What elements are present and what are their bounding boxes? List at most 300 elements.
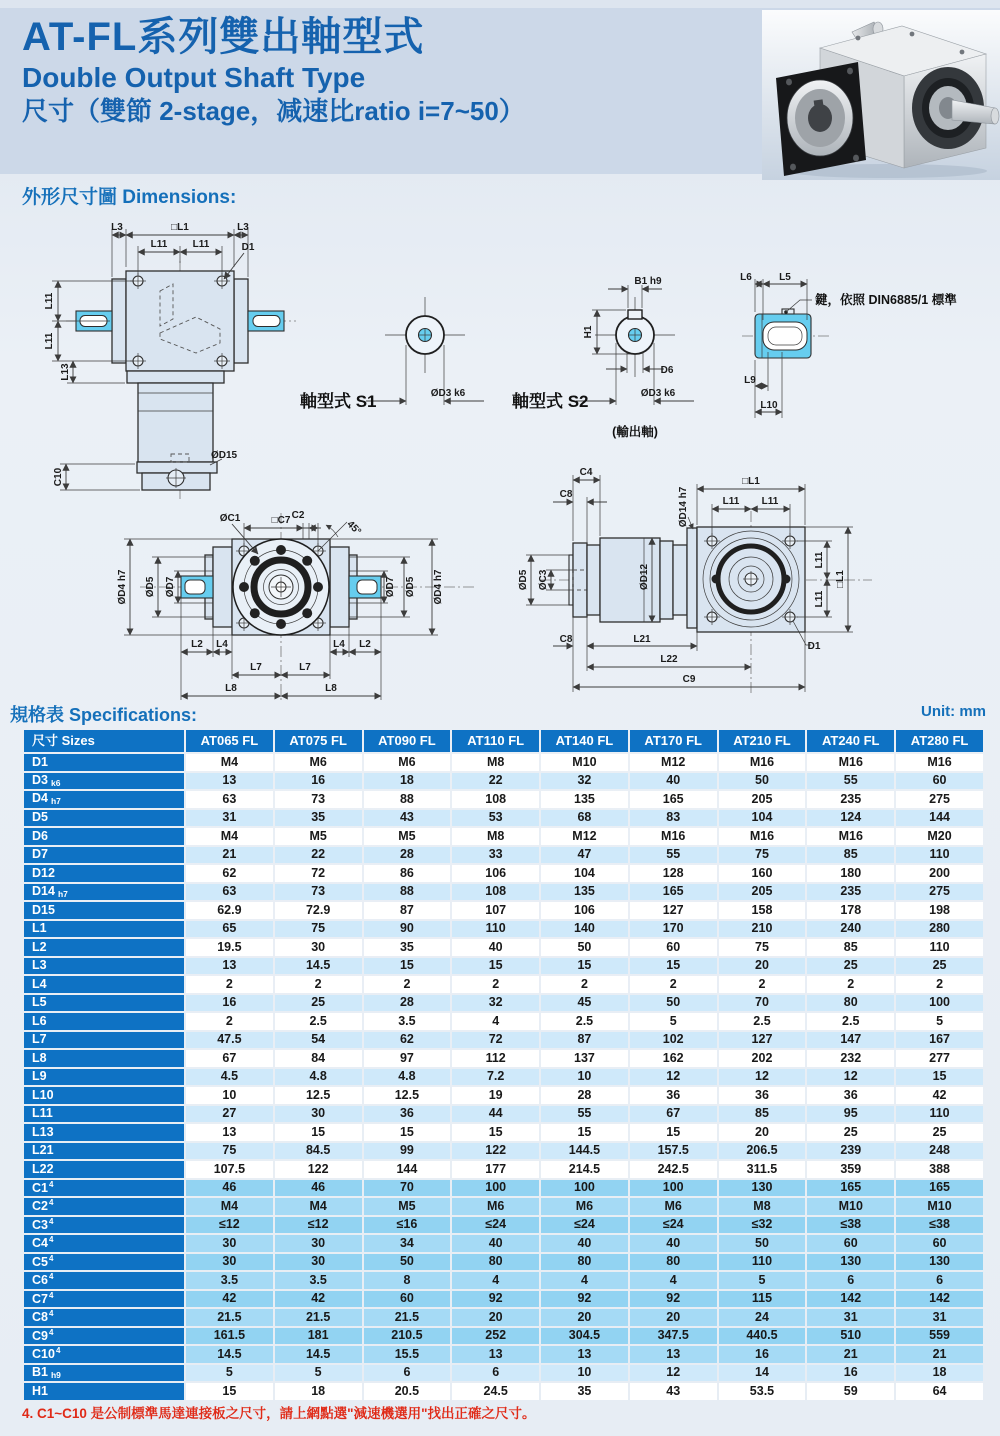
spec-value: 135 <box>541 791 628 808</box>
spec-value: 36 <box>719 1087 806 1104</box>
spec-value: 12.5 <box>364 1087 451 1104</box>
spec-value: 210.5 <box>364 1328 451 1345</box>
dim-label: L3 <box>237 222 249 233</box>
spec-value: 25 <box>807 1124 894 1141</box>
table-row <box>24 1328 983 1345</box>
spec-value: 165 <box>630 884 717 901</box>
spec-value: M8 <box>719 1198 806 1215</box>
row-label: L3 <box>24 958 184 975</box>
row-label: $C8^4$ <box>24 1309 184 1326</box>
table-row <box>24 1291 983 1308</box>
dim-label: D6 <box>660 365 674 376</box>
dim-label: C4 <box>579 467 593 478</box>
model-column-header: AT065 FL <box>186 730 273 752</box>
dim-label: ØD3 k6 <box>640 388 676 399</box>
spec-value: 60 <box>896 773 983 790</box>
table-row <box>24 1180 983 1197</box>
model-column-header: AT110 FL <box>452 730 539 752</box>
model-column-header: AT210 FL <box>719 730 806 752</box>
output-shaft-note: (輸出軸) <box>612 425 658 439</box>
spec-value: 3.5 <box>364 1013 451 1030</box>
spec-value: 6 <box>807 1272 894 1289</box>
spec-value: M6 <box>364 754 451 771</box>
spec-value: 110 <box>896 847 983 864</box>
spec-value: 21.5 <box>275 1309 362 1326</box>
spec-value: 90 <box>364 921 451 938</box>
spec-value: 130 <box>807 1254 894 1271</box>
spec-value: M4 <box>186 754 273 771</box>
spec-value: 20 <box>452 1309 539 1326</box>
row-label: D15 <box>24 902 184 919</box>
spec-value: 85 <box>807 847 894 864</box>
row-label: D12 <box>24 865 184 882</box>
dim-label: □C7 <box>271 515 291 526</box>
spec-value: 100 <box>896 995 983 1012</box>
footnote: 4. C1~C10 是公制標準馬達連接板之尺寸，請上網點選"減速機選用"找出正確之尺寸。 <box>22 1406 536 1421</box>
spec-value: 161.5 <box>186 1328 273 1345</box>
spec-value: 4.8 <box>275 1069 362 1086</box>
spec-value: 92 <box>541 1291 628 1308</box>
spec-value: 15 <box>452 1124 539 1141</box>
spec-value: 75 <box>275 921 362 938</box>
spec-value: 30 <box>186 1254 273 1271</box>
spec-value: 2 <box>364 976 451 993</box>
spec-value: 47 <box>541 847 628 864</box>
spec-value: 21 <box>896 1346 983 1363</box>
spec-value: 70 <box>719 995 806 1012</box>
spec-value: 28 <box>541 1087 628 1104</box>
spec-value: 135 <box>541 884 628 901</box>
dim-label: C2 <box>291 510 305 521</box>
product-photo <box>762 10 1000 180</box>
spec-value: 144.5 <box>541 1143 628 1160</box>
spec-value: 15 <box>452 958 539 975</box>
spec-value: M16 <box>719 754 806 771</box>
spec-value: 304.5 <box>541 1328 628 1345</box>
table-row <box>24 865 983 882</box>
sizes-header: 尺寸 Sizes <box>24 730 184 752</box>
table-row <box>24 754 983 771</box>
spec-value: 275 <box>896 884 983 901</box>
spec-value: 50 <box>719 773 806 790</box>
spec-value: M10 <box>541 754 628 771</box>
spec-value: 72.9 <box>275 902 362 919</box>
row-label: L1 <box>24 921 184 938</box>
row-label: L10 <box>24 1087 184 1104</box>
table-row <box>24 791 983 808</box>
row-label: $C9^4$ <box>24 1328 184 1345</box>
spec-value: M6 <box>630 1198 717 1215</box>
spec-value: 15.5 <box>364 1346 451 1363</box>
row-label: H1 <box>24 1383 184 1400</box>
spec-value: 205 <box>719 791 806 808</box>
shaft-type-s1-caption: 軸型式 S1 <box>300 392 377 411</box>
spec-value: M4 <box>186 1198 273 1215</box>
spec-value: M16 <box>719 828 806 845</box>
spec-value: 127 <box>719 1032 806 1049</box>
spec-value: 170 <box>630 921 717 938</box>
table-row <box>24 1032 983 1049</box>
spec-value: 55 <box>630 847 717 864</box>
dim-label: L2 <box>359 639 371 650</box>
spec-value: M6 <box>275 754 362 771</box>
spec-value: 4 <box>630 1272 717 1289</box>
spec-value: 85 <box>807 939 894 956</box>
spec-value: 36 <box>364 1106 451 1123</box>
spec-value: 19 <box>452 1087 539 1104</box>
table-row <box>24 1217 983 1234</box>
model-column-header: AT170 FL <box>630 730 717 752</box>
spec-value: 40 <box>541 1235 628 1252</box>
spec-value: 30 <box>275 939 362 956</box>
spec-value: 60 <box>364 1291 451 1308</box>
spec-value: 210 <box>719 921 806 938</box>
spec-value: 10 <box>186 1087 273 1104</box>
dim-label: □L1 <box>171 222 189 233</box>
spec-value: ≤38 <box>896 1217 983 1234</box>
spec-value: M8 <box>452 828 539 845</box>
spec-value: 198 <box>896 902 983 919</box>
spec-value: 110 <box>719 1254 806 1271</box>
spec-value: 40 <box>452 939 539 956</box>
key-standard-note: 鍵，依照 DIN6885/1 標準 <box>815 293 957 307</box>
spec-value: 50 <box>630 995 717 1012</box>
dim-label: L9 <box>744 375 756 386</box>
row-label: L4 <box>24 976 184 993</box>
spec-value: 75 <box>719 847 806 864</box>
dim-label: D1 <box>807 641 821 652</box>
dim-label: L3 <box>111 222 123 233</box>
specifications-table <box>22 728 985 1402</box>
spec-value: M16 <box>630 828 717 845</box>
spec-value: 84 <box>275 1050 362 1067</box>
dim-label: ØD5 <box>405 576 416 598</box>
spec-value: 6 <box>896 1272 983 1289</box>
spec-value: 235 <box>807 884 894 901</box>
dim-label: H1 <box>583 325 594 339</box>
spec-value: ≤24 <box>541 1217 628 1234</box>
spec-value: 13 <box>630 1346 717 1363</box>
spec-value: 137 <box>541 1050 628 1067</box>
spec-value: 2.5 <box>541 1013 628 1030</box>
table-row <box>24 1272 983 1289</box>
spec-value: 130 <box>719 1180 806 1197</box>
spec-value: 359 <box>807 1161 894 1178</box>
spec-value: 73 <box>275 791 362 808</box>
spec-value: 144 <box>364 1161 451 1178</box>
spec-value: 15 <box>541 958 628 975</box>
row-label: L13 <box>24 1124 184 1141</box>
dim-label: L11 <box>44 292 55 310</box>
spec-value: 15 <box>896 1069 983 1086</box>
spec-value: 12 <box>807 1069 894 1086</box>
spec-value: 165 <box>896 1180 983 1197</box>
spec-value: 45 <box>541 995 628 1012</box>
row-label: D3 k6 <box>24 773 184 790</box>
spec-value: 18 <box>896 1365 983 1382</box>
dim-label: L2 <box>191 639 203 650</box>
dim-label: ØD7 <box>385 576 396 598</box>
spec-value: 15 <box>186 1383 273 1400</box>
dim-label: L11 <box>44 332 55 350</box>
spec-value: 72 <box>452 1032 539 1049</box>
table-row <box>24 1254 983 1271</box>
spec-value: 2.5 <box>807 1013 894 1030</box>
spec-value: ≤12 <box>186 1217 273 1234</box>
spec-value: 2.5 <box>719 1013 806 1030</box>
spec-value: M16 <box>807 828 894 845</box>
spec-value: 100 <box>630 1180 717 1197</box>
spec-value: 144 <box>896 810 983 827</box>
spec-value: 2.5 <box>275 1013 362 1030</box>
dim-label: L8 <box>325 683 337 694</box>
model-column-header: AT140 FL <box>541 730 628 752</box>
dim-label: ØD7 <box>165 576 176 598</box>
spec-value: M5 <box>364 1198 451 1215</box>
dim-label: L6 <box>740 272 752 283</box>
spec-value: 60 <box>807 1235 894 1252</box>
spec-value: 388 <box>896 1161 983 1178</box>
dim-label: L11 <box>814 551 825 569</box>
row-label: D1 <box>24 754 184 771</box>
row-label: $C1^4$ <box>24 1180 184 1197</box>
table-row <box>24 828 983 845</box>
spec-value: 2 <box>896 976 983 993</box>
spec-value: 25 <box>896 958 983 975</box>
spec-value: 88 <box>364 791 451 808</box>
spec-value: 20 <box>630 1309 717 1326</box>
table-row <box>24 1161 983 1178</box>
spec-value: 28 <box>364 847 451 864</box>
row-label: L11 <box>24 1106 184 1123</box>
dim-label: L11 <box>150 239 168 250</box>
spec-value: 214.5 <box>541 1161 628 1178</box>
row-label: L22 <box>24 1161 184 1178</box>
spec-value: M5 <box>275 828 362 845</box>
spec-value: 60 <box>896 1235 983 1252</box>
spec-value: 181 <box>275 1328 362 1345</box>
spec-value: 31 <box>896 1309 983 1326</box>
row-label: $C4^4$ <box>24 1235 184 1252</box>
table-row <box>24 939 983 956</box>
spec-value: 43 <box>364 810 451 827</box>
spec-value: 80 <box>541 1254 628 1271</box>
table-row <box>24 1124 983 1141</box>
spec-value: M4 <box>186 828 273 845</box>
dim-label: L5 <box>779 272 791 283</box>
spec-value: 107 <box>452 902 539 919</box>
spec-value: 100 <box>541 1180 628 1197</box>
dim-label: L11 <box>722 496 740 507</box>
dim-label: ØD14 h7 <box>678 486 689 528</box>
dim-label: ØD4 h7 <box>117 569 128 605</box>
spec-value: 160 <box>719 865 806 882</box>
spec-value: 3.5 <box>275 1272 362 1289</box>
spec-value: 28 <box>364 995 451 1012</box>
table-row <box>24 976 983 993</box>
spec-value: 235 <box>807 791 894 808</box>
spec-value: 10 <box>541 1069 628 1086</box>
dim-label: ØD5 <box>145 576 156 598</box>
spec-value: 99 <box>364 1143 451 1160</box>
shaft-type-s2-drawing <box>512 276 694 439</box>
spec-value: 16 <box>275 773 362 790</box>
dim-label: ØD4 h7 <box>433 569 444 605</box>
row-label: D5 <box>24 810 184 827</box>
key-detail-drawing <box>740 272 957 418</box>
dim-label: L4 <box>333 639 345 650</box>
spec-value: 30 <box>275 1254 362 1271</box>
spec-value: 13 <box>186 958 273 975</box>
spec-value: 44 <box>452 1106 539 1123</box>
spec-value: 14.5 <box>275 1346 362 1363</box>
spec-value: 162 <box>630 1050 717 1067</box>
spec-value: 21 <box>186 847 273 864</box>
spec-value: 14 <box>719 1365 806 1382</box>
spec-value: 142 <box>807 1291 894 1308</box>
spec-value: 31 <box>186 810 273 827</box>
spec-value: 4.5 <box>186 1069 273 1086</box>
page-subtitle: 尺寸（雙節 2-stage，减速比ratio i=7~50） <box>22 96 525 126</box>
spec-value: 20.5 <box>364 1383 451 1400</box>
table-row <box>24 1198 983 1215</box>
spec-value: 167 <box>896 1032 983 1049</box>
spec-value: 95 <box>807 1106 894 1123</box>
spec-value: 35 <box>275 810 362 827</box>
spec-value: 140 <box>541 921 628 938</box>
spec-value: 158 <box>719 902 806 919</box>
spec-value: 46 <box>186 1180 273 1197</box>
spec-value: 40 <box>452 1235 539 1252</box>
spec-value: 311.5 <box>719 1161 806 1178</box>
spec-value: 25 <box>807 958 894 975</box>
spec-value: 2 <box>541 976 628 993</box>
spec-value: 178 <box>807 902 894 919</box>
spec-value: 22 <box>452 773 539 790</box>
spec-value: ≤24 <box>630 1217 717 1234</box>
table-row <box>24 902 983 919</box>
dim-label: ØD5 <box>518 569 529 591</box>
spec-value: 53 <box>452 810 539 827</box>
spec-value: ≤16 <box>364 1217 451 1234</box>
table-row <box>24 1383 983 1400</box>
table-row <box>24 1050 983 1067</box>
spec-value: 12 <box>630 1069 717 1086</box>
spec-value: ≤32 <box>719 1217 806 1234</box>
table-row <box>24 958 983 975</box>
spec-value: 20 <box>541 1309 628 1326</box>
spec-value: 110 <box>896 939 983 956</box>
spec-value: 32 <box>452 995 539 1012</box>
spec-value: 62.9 <box>186 902 273 919</box>
spec-value: 53.5 <box>719 1383 806 1400</box>
table-row <box>24 1069 983 1086</box>
spec-value: 110 <box>452 921 539 938</box>
spec-value: 280 <box>896 921 983 938</box>
row-label: B1 h9 <box>24 1365 184 1382</box>
spec-value: M10 <box>807 1198 894 1215</box>
spec-value: 130 <box>896 1254 983 1271</box>
dim-label: L13 <box>60 363 71 381</box>
row-label: $C7^4$ <box>24 1291 184 1308</box>
spec-value: 15 <box>364 958 451 975</box>
spec-value: 62 <box>364 1032 451 1049</box>
spec-value: 440.5 <box>719 1328 806 1345</box>
spec-value: 80 <box>630 1254 717 1271</box>
spec-value: 34 <box>364 1235 451 1252</box>
flange-face-drawing <box>117 510 475 702</box>
spec-value: 55 <box>807 773 894 790</box>
spec-value: 112 <box>452 1050 539 1067</box>
spec-value: 65 <box>186 921 273 938</box>
spec-value: 80 <box>807 995 894 1012</box>
dimensions-section-heading: 外形尺寸圖 Dimensions: <box>22 187 237 208</box>
spec-value: 63 <box>186 791 273 808</box>
spec-value: 104 <box>719 810 806 827</box>
table-row <box>24 884 983 901</box>
row-label: D4 h7 <box>24 791 184 808</box>
spec-value: M16 <box>807 754 894 771</box>
dim-label: C10 <box>53 467 64 487</box>
spec-value: 13 <box>186 1124 273 1141</box>
spec-value: 84.5 <box>275 1143 362 1160</box>
spec-value: 104 <box>541 865 628 882</box>
spec-value: 63 <box>186 884 273 901</box>
spec-value: 2 <box>630 976 717 993</box>
dim-label: L8 <box>225 683 237 694</box>
spec-value: 42 <box>186 1291 273 1308</box>
spec-value: 43 <box>630 1383 717 1400</box>
front-view-drawing <box>44 222 296 499</box>
spec-value: 6 <box>452 1365 539 1382</box>
spec-value: 248 <box>896 1143 983 1160</box>
spec-value: 5 <box>896 1013 983 1030</box>
spec-value: 21 <box>807 1346 894 1363</box>
spec-value: 13 <box>186 773 273 790</box>
spec-value: 108 <box>452 791 539 808</box>
spec-value: 3.5 <box>186 1272 273 1289</box>
spec-value: 106 <box>541 902 628 919</box>
spec-value: 108 <box>452 884 539 901</box>
spec-value: 46 <box>275 1180 362 1197</box>
spec-value: 16 <box>186 995 273 1012</box>
spec-value: 232 <box>807 1050 894 1067</box>
table-row <box>24 810 983 827</box>
spec-value: 127 <box>630 902 717 919</box>
table-row <box>24 995 983 1012</box>
spec-value: 31 <box>807 1309 894 1326</box>
spec-value: 10 <box>541 1365 628 1382</box>
spec-value: 5 <box>630 1013 717 1030</box>
spec-value: 239 <box>807 1143 894 1160</box>
table-row <box>24 1346 983 1363</box>
spec-value: 47.5 <box>186 1032 273 1049</box>
row-label: $C6^4$ <box>24 1272 184 1289</box>
dim-label: L11 <box>761 496 779 507</box>
row-label: $C10^4$ <box>24 1346 184 1363</box>
spec-value: ≤12 <box>275 1217 362 1234</box>
specifications-bar <box>0 701 1000 725</box>
spec-value: 2 <box>719 976 806 993</box>
dim-label: C9 <box>682 674 696 685</box>
model-column-header: AT090 FL <box>364 730 451 752</box>
header-titles <box>22 14 525 129</box>
page-title-en: Double Output Shaft Type <box>22 62 366 93</box>
spec-value: 106 <box>452 865 539 882</box>
spec-value: 347.5 <box>630 1328 717 1345</box>
spec-value: 18 <box>275 1383 362 1400</box>
spec-value: 180 <box>807 865 894 882</box>
